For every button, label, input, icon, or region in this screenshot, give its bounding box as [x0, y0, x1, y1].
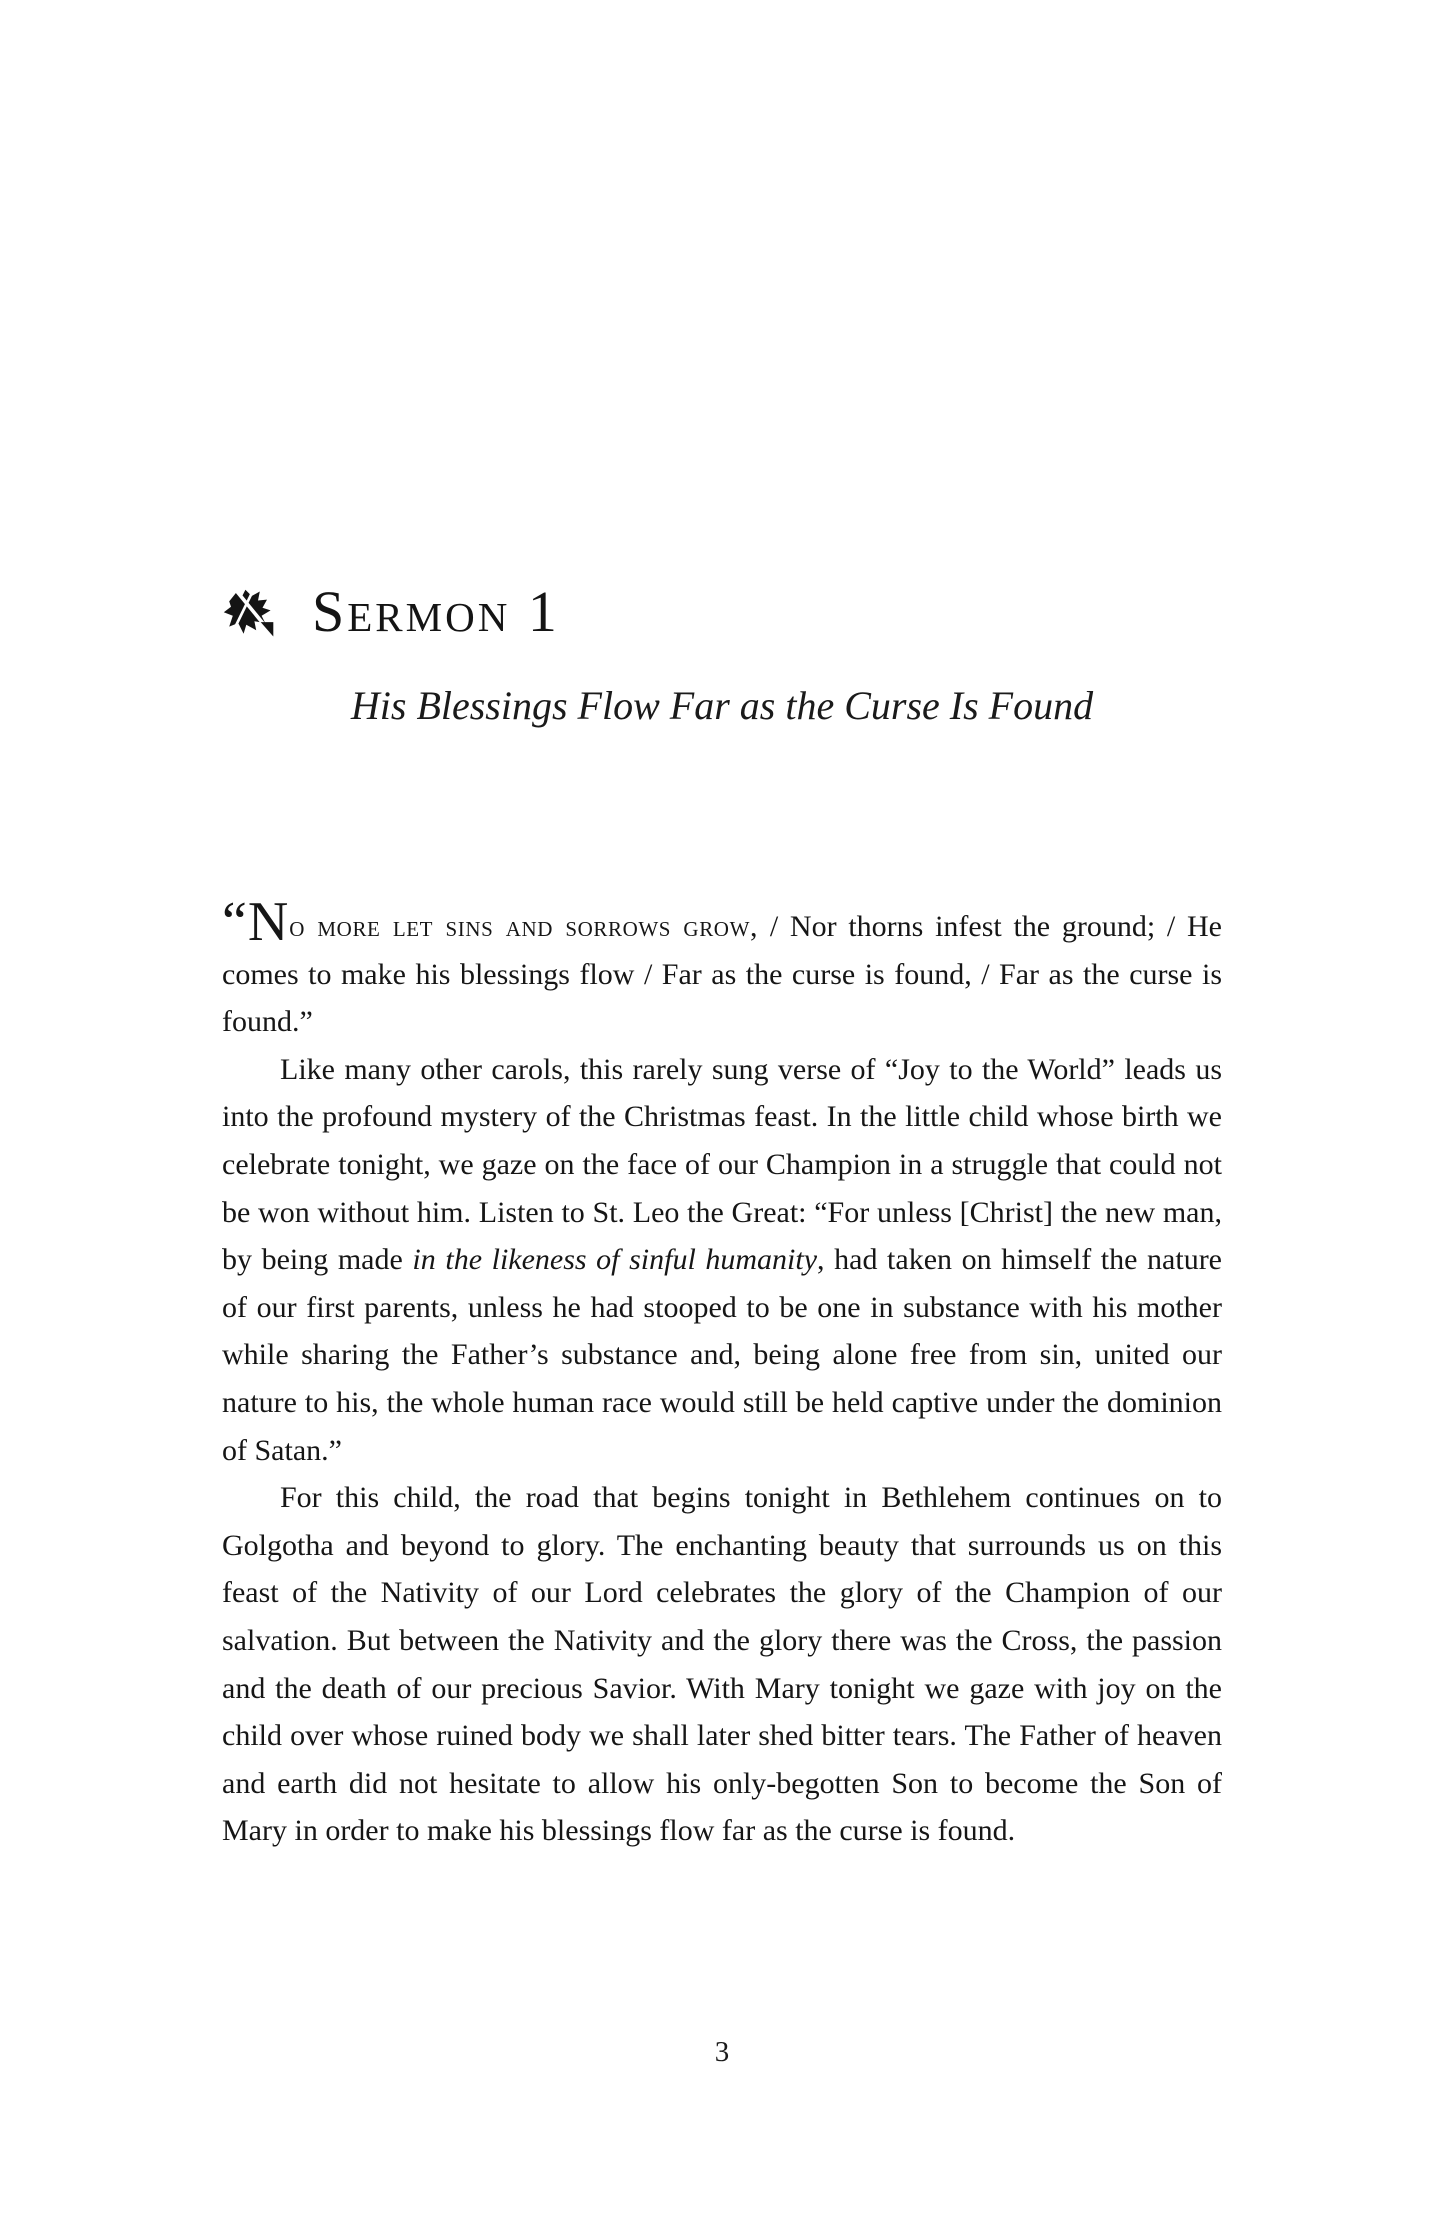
opening-small-caps: o more let sins and sorrows grow,	[289, 910, 759, 943]
paragraph-2-text-a: Like many other carols, this rarely sung verse of “Joy to the World” leads us into the profound mystery of the Christmas feast. In the little child whose birth we celebrate tonight, we gaze on the face of our Champion in a struggle that could not be won without him. Listen to St. Leo the Great: “For unless [Christ] the new man, by being made	[222, 1052, 1222, 1277]
paragraph-2-italic-phrase: in the likeness of sinful humanity	[412, 1243, 818, 1277]
paragraph-opening	[222, 891, 1222, 1046]
page-number: 3	[714, 2036, 730, 2068]
chapter-title: Sermon 1	[312, 579, 560, 644]
paragraph-2	[222, 1046, 1222, 1474]
opening-rest: / Nor thorns infest the ground; / He comes to make his blessings flow / Far as the curse is found, / Far as the curse is found.”	[222, 910, 1222, 1039]
chapter-header	[222, 579, 560, 644]
paragraph-3: For this child, the road that begins tonight in Bethlehem continues on to Golgotha and beyond to glory. The enchanting beauty that surrounds us on this feast of the Nativity of our Lord celebrates the glory of the Champion of our salvation. But between the Nativity and the glory there was the Cross, the passion and the death of our precious Savior. With Mary tonight we gaze with joy on the child over whose ruined body we shall later shed bitter tears. The Father of heaven and earth did not hesitate to allow his only-begotten Son to become the Son of Mary in order to make his blessings flow far as the curse is found.	[222, 1481, 1222, 1848]
chapter-subtitle: His Blessings Flow Far as the Curse Is Found	[350, 683, 1094, 728]
opening-initial: “N	[222, 891, 290, 953]
sermon-body	[222, 891, 1222, 1855]
paragraph-2-text-b: , had taken on himself the nature of our first parents, unless he had stooped to be one in substance with his mother while sharing the Father’s substance and, being alone free from sin, united our nature to his, the whole human race would still be held captive under the dominion of Satan.”	[222, 1243, 1222, 1467]
leaf-ornament-icon	[222, 588, 276, 640]
